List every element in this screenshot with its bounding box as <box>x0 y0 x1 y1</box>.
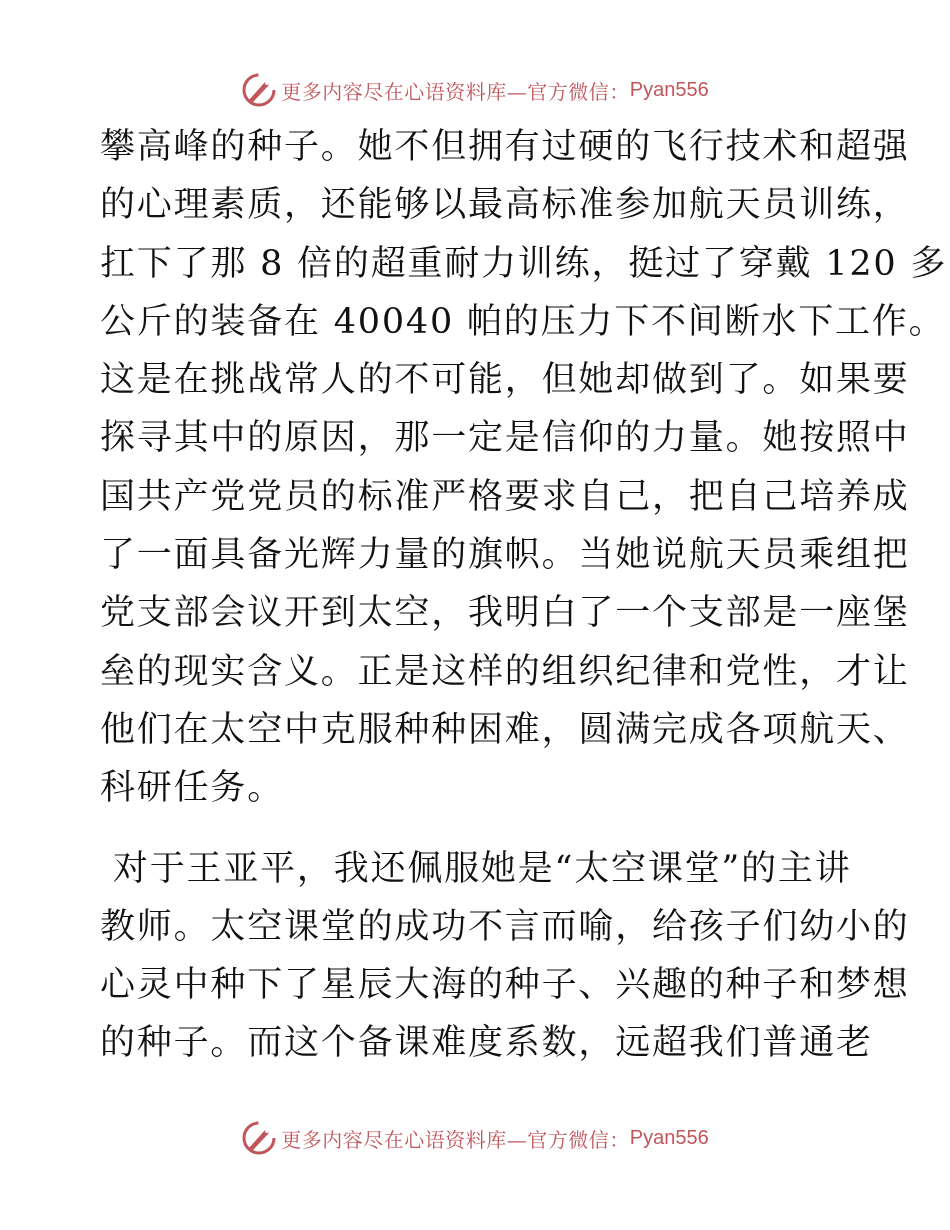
text-line: 的心理素质，还能够以最高标准参加航天员训练， <box>100 185 910 226</box>
text-line: 扛下了那 8 倍的超重耐力训练，挺过了穿戴 120 多 <box>100 243 948 284</box>
text-line: 他们在太空中克服种种困难，圆满完成各项航天、 <box>100 709 910 750</box>
text-line: 教师。太空课堂的成功不言而喻，给孩子们幼小的 <box>100 906 910 947</box>
paragraph-gap <box>100 818 860 840</box>
text-line: 心灵中种下了星辰大海的种子、兴趣的种子和梦想 <box>100 965 910 1006</box>
text-line: 垒的现实含义。正是这样的组织纪律和党性，才让 <box>100 651 910 692</box>
paragraph-1 <box>100 118 948 818</box>
header-banner <box>0 70 950 110</box>
header-wechat-id: Pyan556 <box>629 78 709 101</box>
text-line: 党支部会议开到太空，我明白了一个支部是一座堡 <box>100 593 910 634</box>
text-line: 公斤的装备在 40040 帕的压力下不间断水下工作。 <box>100 301 946 342</box>
pen-logo-icon <box>241 72 277 108</box>
footer-wechat-id: Pyan556 <box>629 1126 709 1149</box>
header-text: 更多内容尽在心语资料库—官方微信： <box>281 79 630 104</box>
footer-text: 更多内容尽在心语资料库—官方微信： <box>281 1127 630 1152</box>
footer-banner <box>0 1118 950 1158</box>
text-line: 科研任务。 <box>100 768 285 809</box>
pen-logo-icon <box>241 1120 277 1156</box>
text-line: 对于王亚平，我还佩服她是“太空课堂”的主讲 <box>100 848 852 889</box>
text-line: 探寻其中的原因，那一定是信仰的力量。她按照中 <box>100 418 910 459</box>
text-line: 攀高峰的种子。她不但拥有过硬的飞行技术和超强 <box>100 127 910 167</box>
document-body <box>100 118 948 1073</box>
text-line: 的种子。而这个备课难度系数，远超我们普通老 <box>100 1023 873 1064</box>
text-line: 国共产党党员的标准严格要求自己，把自己培养成 <box>100 476 910 517</box>
text-line: 了一面具备光辉力量的旗帜。当她说航天员乘组把 <box>100 535 910 576</box>
paragraph-2 <box>100 840 910 1073</box>
text-line: 这是在挑战常人的不可能，但她却做到了。如果要 <box>100 360 910 401</box>
